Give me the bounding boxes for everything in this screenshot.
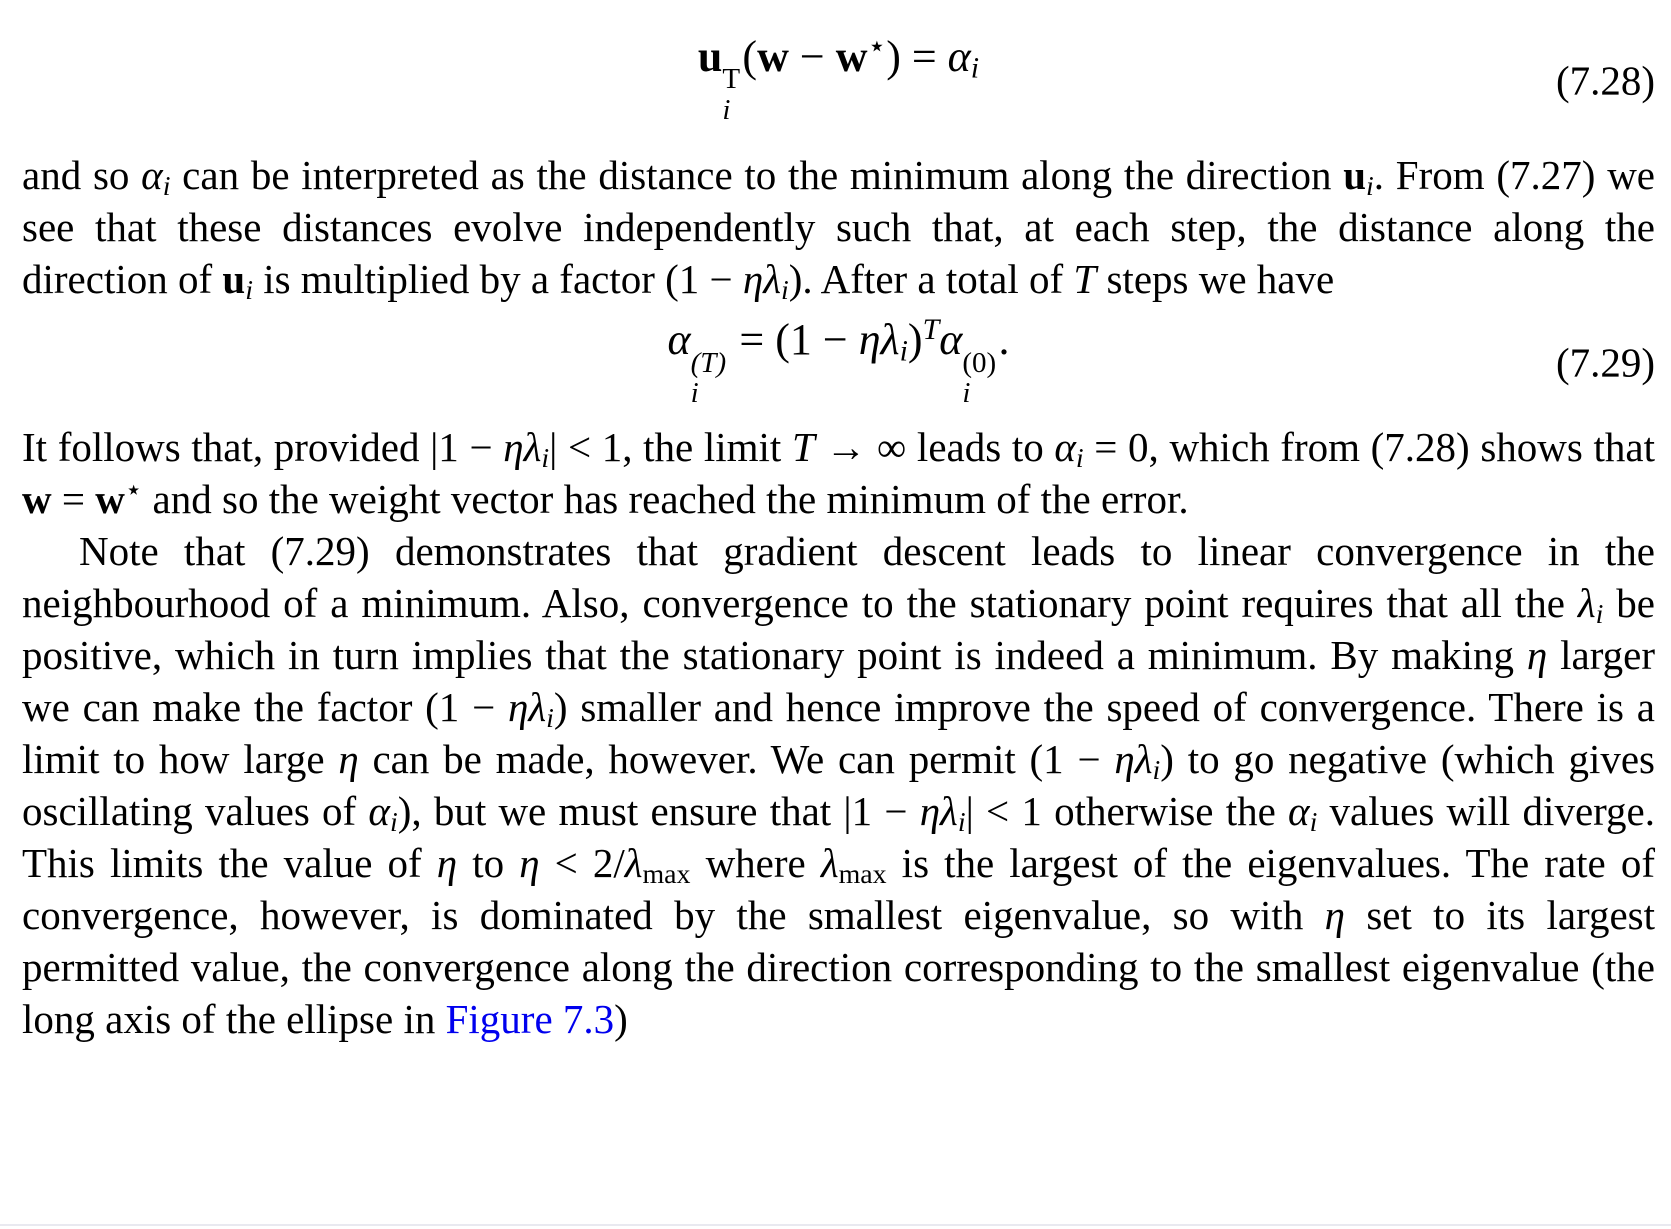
text-segment: i — [245, 275, 253, 307]
subscript: i — [690, 377, 699, 410]
text-segment: ηλ — [742, 256, 782, 303]
text-segment: λ — [820, 839, 839, 886]
text-segment: ⋆ — [124, 474, 143, 506]
text-segment: is multiplied by a factor (1 − — [252, 256, 743, 303]
equation-7-28-number: (7.28) — [1555, 57, 1655, 104]
text-segment: w — [95, 475, 125, 522]
text-segment: w — [835, 32, 868, 81]
text-segment: | < 1, the limit — [549, 423, 792, 470]
text-segment: i — [957, 806, 966, 838]
equation-7-29-number: (7.29) — [1555, 339, 1655, 386]
text-segment: α — [141, 152, 163, 199]
figure-7-3-reference-link[interactable]: Figure 7.3 — [445, 995, 615, 1042]
text-segment: is the largest of the eigenvalues. The rate of convergence, however, is dominated by the smallest eigenvalue, so with — [22, 839, 1655, 938]
text-segment: = — [51, 475, 96, 522]
paragraph-alpha-distance — [22, 149, 1655, 305]
text-segment: T — [791, 423, 815, 470]
text-segment: α — [939, 315, 963, 365]
text-segment: ) to go negative (which gives oscillating values of — [22, 735, 1656, 834]
text-segment: λ — [1577, 579, 1596, 626]
text-segment: i — [899, 334, 908, 368]
superscript: (T) — [690, 346, 727, 379]
text-segment: u — [1343, 152, 1367, 199]
text-segment: i — [1309, 806, 1318, 838]
text-segment: ), but we must ensure that |1 − — [397, 787, 920, 834]
text-segment: w — [757, 32, 789, 81]
text-segment: larger we can make the factor (1 − — [22, 631, 1655, 730]
text-segment: max — [838, 858, 887, 890]
subscript: i — [962, 377, 971, 410]
text-segment: ηλ — [919, 787, 958, 834]
text-segment: can be interpreted as the distance to the minimum along the direction — [170, 152, 1344, 199]
paragraph-note-convergence — [22, 525, 1655, 1045]
superscript: T — [722, 63, 741, 96]
text-segment: = 0, which from (7.28) shows that — [1083, 423, 1655, 470]
text-segment: α — [947, 32, 971, 81]
subscript: i — [722, 93, 731, 126]
text-segment: ). After a total of — [788, 256, 1074, 303]
text-segment: | < 1 otherwise the — [965, 787, 1289, 834]
text-segment: i — [1152, 754, 1161, 786]
text-segment: α — [1054, 423, 1076, 470]
text-segment: . — [998, 315, 1010, 365]
text-segment: i — [389, 806, 398, 838]
text-segment: and so the weight vector has reached the minimum of the error. — [142, 475, 1189, 522]
text-segment: i — [970, 51, 980, 85]
text-segment: i — [162, 171, 171, 203]
text-segment: i — [1366, 171, 1374, 203]
text-segment: α — [667, 315, 691, 365]
superscript: (0) — [962, 346, 997, 379]
text-segment: ) — [907, 315, 923, 365]
text-segment: u — [697, 32, 723, 81]
text-segment: α — [368, 787, 390, 834]
text-segment: to — [457, 839, 520, 886]
text-segment: T — [922, 313, 940, 347]
text-segment: set to its largest permitted value, the convergence along the direction corresponding to the smallest eigenvalue (the long axis of the ellipse in — [22, 891, 1655, 1042]
text-segment: − — [788, 32, 836, 81]
text-segment: i — [1075, 442, 1084, 474]
text-segment: λ — [624, 839, 643, 886]
text-segment: i — [546, 702, 554, 734]
text-segment: ) smaller and hence improve the speed of convergence. There is a limit to how large — [22, 683, 1655, 782]
text-segment: i — [541, 442, 550, 474]
page-bottom-edge — [0, 1224, 1671, 1226]
text-segment: ) — [614, 995, 628, 1042]
text-segment: η — [1324, 891, 1345, 938]
text-segment: u — [222, 256, 246, 303]
text-segment: η — [1526, 631, 1548, 678]
text-segment: It follows that, provided |1 − — [22, 423, 504, 470]
text-segment: . From (7.27) we see that these distances evolve independently such that, at each step, the distance along the direction of — [22, 152, 1655, 303]
equation-7-28-row — [22, 26, 1655, 135]
text-segment: η — [519, 839, 540, 886]
text-segment: ηλ — [1114, 735, 1153, 782]
equation-7-29-math — [668, 315, 1010, 408]
text-segment: ηλ — [503, 423, 542, 470]
text-segment: i — [781, 275, 789, 307]
text-segment: η — [338, 735, 359, 782]
text-segment: ηλ — [508, 683, 547, 730]
text-segment: i — [1595, 598, 1604, 630]
text-segment: can be made, however. We can permit (1 − — [358, 735, 1115, 782]
stacked-scripts — [722, 64, 740, 125]
text-segment: steps we have — [1096, 256, 1335, 303]
text-segment: where — [690, 839, 821, 886]
stacked-scripts — [691, 348, 726, 409]
text-segment: ) = — [886, 32, 948, 81]
text-segment: ( — [742, 32, 758, 81]
equation-7-28-math — [698, 32, 979, 125]
text-segment: → ∞ leads to — [814, 423, 1055, 470]
equation-7-29-row — [22, 305, 1655, 420]
paragraph-limit-convergence — [22, 421, 1655, 525]
text-segment: max — [642, 858, 691, 890]
text-segment: and so — [22, 152, 142, 199]
text-segment: < 2/ — [539, 839, 625, 886]
text-segment: Note that (7.29) demonstrates that gradient descent leads to linear convergence in the neighbourhood of a minimum. Also, convergence to the stationary point requires that all the — [22, 527, 1655, 626]
text-segment: be positive, which in turn implies that the stationary point is indeed a minimum. By making — [22, 579, 1655, 678]
text-segment: = (1 − — [728, 315, 859, 365]
text-segment: α — [1288, 787, 1310, 834]
text-segment: η — [436, 839, 458, 886]
text-segment: ⋆ — [867, 30, 887, 64]
text-segment: T — [1073, 256, 1097, 303]
text-segment: values will diverge. This limits the value of — [22, 787, 1655, 886]
stacked-scripts — [962, 348, 996, 409]
text-segment: ηλ — [858, 315, 900, 365]
text-segment: w — [22, 475, 52, 522]
